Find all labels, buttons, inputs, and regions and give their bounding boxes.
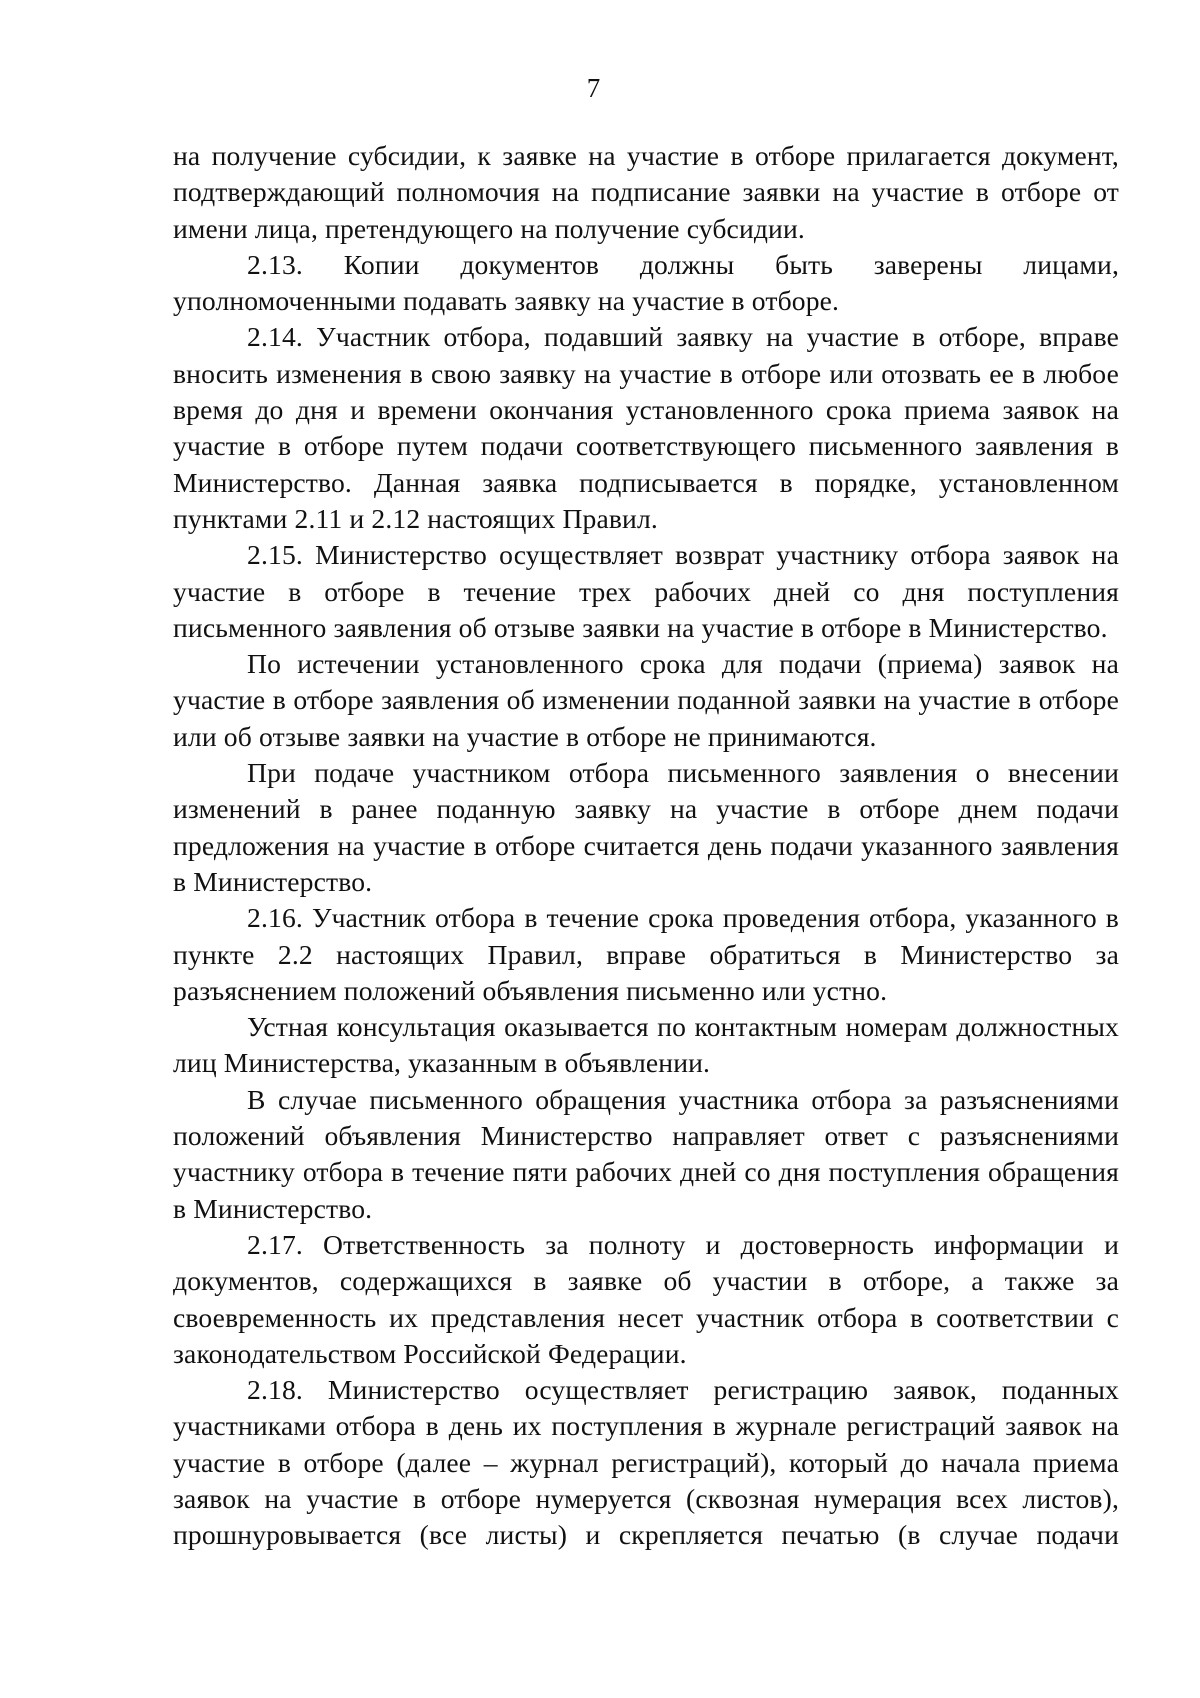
paragraph-2-14: 2.14. Участник отбора, подавший заявку на участие в отборе, вправе вносить изменения в свою заявку на участие в отборе или отозвать ее в любое время до дня и времени окончания установленного срока приема заявок на участие в отборе путем подачи соответствующего письменного заявления в Министерство. Данная заявка подписывается в порядке, установленном пунктами 2.11 и 2.12 настоящих Правил. <box>173 321 1119 534</box>
paragraph-2-16: 2.16. Участник отбора в течение срока проведения отбора, указанного в пункте 2.2 настоящих Правил, вправе обратиться в Министерство за разъяснением положений объявления письменно или устно. <box>173 902 1119 1006</box>
paragraph-2-17: 2.17. Ответственность за полноту и достоверность информации и документов, содержащихся в заявке об участии в отборе, а также за своевременность их представления несет участник отбора в соответствии с законодательством Российской Федерации. <box>173 1228 1119 1369</box>
paragraph-2-16-written: В случае письменного обращения участника отбора за разъяснениями положений объявления Министерство направляет ответ с разъяснениями участнику отбора в течение пяти рабочих дней со дня поступления обращения в Министерство. <box>173 1083 1119 1224</box>
paragraph-2-16-oral: Устная консультация оказывается по контактным номерам должностных лиц Министерства, указанным в объявлении. <box>173 1011 1119 1079</box>
paragraph-2-15-deadline: По истечении установленного срока для подачи (приема) заявок на участие в отборе заявления об изменении поданной заявки на участие в отборе или об отзыве заявки на участие в отборе не принимаются. <box>173 648 1119 752</box>
paragraph-continuation: на получение субсидии, к заявке на участие в отборе прилагается документ, подтверждающий полномочия на подписание заявки на участие в отборе от имени лица, претендующего на получение субсидии. <box>173 140 1119 244</box>
paragraph-2-18: 2.18. Министерство осуществляет регистрацию заявок, поданных участниками отбора в день их поступления в журнале регистраций заявок на участие в отборе (далее – журнал регистраций), который до начала приема заявок на участие в отборе нумеруется (сквозная нумерация всех листов), прошнуровывается (все листы) и скрепляется печатью (в случае подачи <box>173 1374 1119 1551</box>
page-number: 7 <box>586 73 601 103</box>
paragraph-2-13: 2.13. Копии документов должны быть заверены лицами, уполномоченными подавать заявку на участие в отборе. <box>173 248 1119 317</box>
paragraph-2-15: 2.15. Министерство осуществляет возврат участнику отбора заявок на участие в отборе в течение трех рабочих дней со дня поступления письменного заявления об отзыве заявки на участие в отборе в Министерство. <box>173 539 1119 643</box>
paragraph-2-15-submission-day: При подаче участником отбора письменного заявления о внесении изменений в ранее поданную заявку на участие в отборе днем подачи предложения на участие в отборе считается день подачи указанного заявления в Министерство. <box>173 757 1119 897</box>
document-body <box>173 138 1119 1554</box>
